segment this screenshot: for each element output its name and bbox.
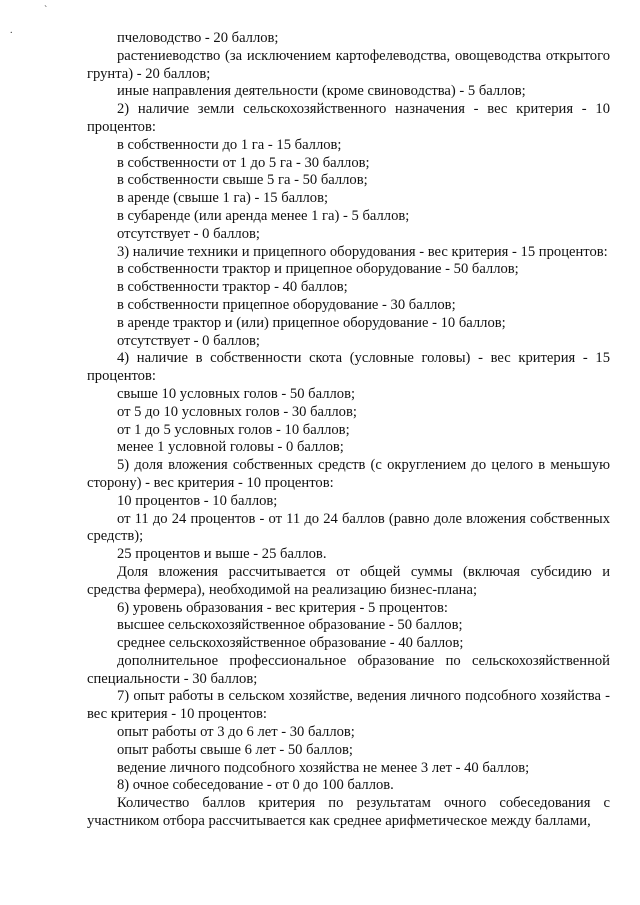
paragraph: от 11 до 24 процентов - от 11 до 24 баллов (равно доле вложения собственных средств); [87,510,610,545]
document-body [87,30,610,831]
paragraph: Количество баллов критерия по результатам очного собеседования с участником отбора рассчитывается как среднее арифметическое между баллами, [87,795,610,830]
list-item: опыт работы свыше 6 лет - 50 баллов; [117,741,353,758]
list-item: в субаренде (или аренда менее 1 га) - 5 баллов; [117,207,410,224]
list-item: высшее сельскохозяйственное образование - 50 баллов; [117,617,463,634]
criterion-heading: 5) доля вложения собственных средств (с округлением до целого в меньшую сторону) - вес критерия - 10 процентов: [87,457,610,491]
list-item: свыше 10 условных голов - 50 баллов; [117,385,356,402]
list-item: опыт работы от 3 до 6 лет - 30 баллов; [117,724,355,741]
scan-mark: ` [44,5,48,16]
list-item: в собственности прицепное оборудование - 30 баллов; [117,296,456,313]
list-item: ведение личного подсобного хозяйства не менее 3 лет - 40 баллов; [117,759,530,776]
list-item: в собственности от 1 до 5 га - 30 баллов; [117,154,370,171]
list-item: пчеловодство - 20 баллов; [117,30,279,46]
criterion-heading: 3) наличие техники и прицепного оборудования - вес критерия - 15 процентов: [117,243,608,260]
list-item: в собственности свыше 5 га - 50 баллов; [117,172,368,189]
paragraph: Доля вложения рассчитывается от общей суммы (включая субсидию и средства фермера), необходимой на реализацию бизнес-плана; [87,563,610,598]
paragraph: растениеводство (за исключением картофелеводства, овощеводства открытого грунта) - 20 баллов; [87,47,610,82]
list-item: отсутствует - 0 баллов; [117,225,260,242]
list-item: в аренде трактор и (или) прицепное оборудование - 10 баллов; [117,314,506,331]
scan-mark: . [10,25,13,36]
criterion-heading: 6) уровень образования - вес критерия - 5 процентов: [117,599,448,616]
list-item: в собственности трактор и прицепное оборудование - 50 баллов; [117,261,519,278]
criterion-heading: 2) наличие земли сельскохозяйственного назначения - вес критерия - 10 процентов: [87,101,610,135]
paragraph: дополнительное профессиональное образование по сельскохозяйственной специальности - 30 баллов; [87,652,610,687]
list-item: от 1 до 5 условных голов - 10 баллов; [117,421,350,438]
criterion-heading: 4) наличие в собственности скота (условные головы) - вес критерия - 15 процентов: [87,350,610,385]
criterion-heading: 7) опыт работы в сельском хозяйстве, ведения личного подсобного хозяйства - вес критерия - 10 процентов: [87,688,610,723]
list-item: среднее сельскохозяйственное образование - 40 баллов; [117,635,464,652]
criterion-heading: 8) очное собеседование - от 0 до 100 баллов. [117,777,394,794]
list-item: в собственности до 1 га - 15 баллов; [117,136,342,153]
list-item: 25 процентов и выше - 25 баллов. [117,546,327,563]
list-item: от 5 до 10 условных голов - 30 баллов; [117,403,357,420]
list-item: отсутствует - 0 баллов; [117,332,260,349]
list-item: иные направления деятельности (кроме свиноводства) - 5 баллов; [117,83,526,100]
list-item: 10 процентов - 10 баллов; [117,492,278,509]
list-item: менее 1 условной головы - 0 баллов; [117,439,344,456]
list-item: в собственности трактор - 40 баллов; [117,279,348,296]
list-item: в аренде (свыше 1 га) - 15 баллов; [117,190,329,207]
